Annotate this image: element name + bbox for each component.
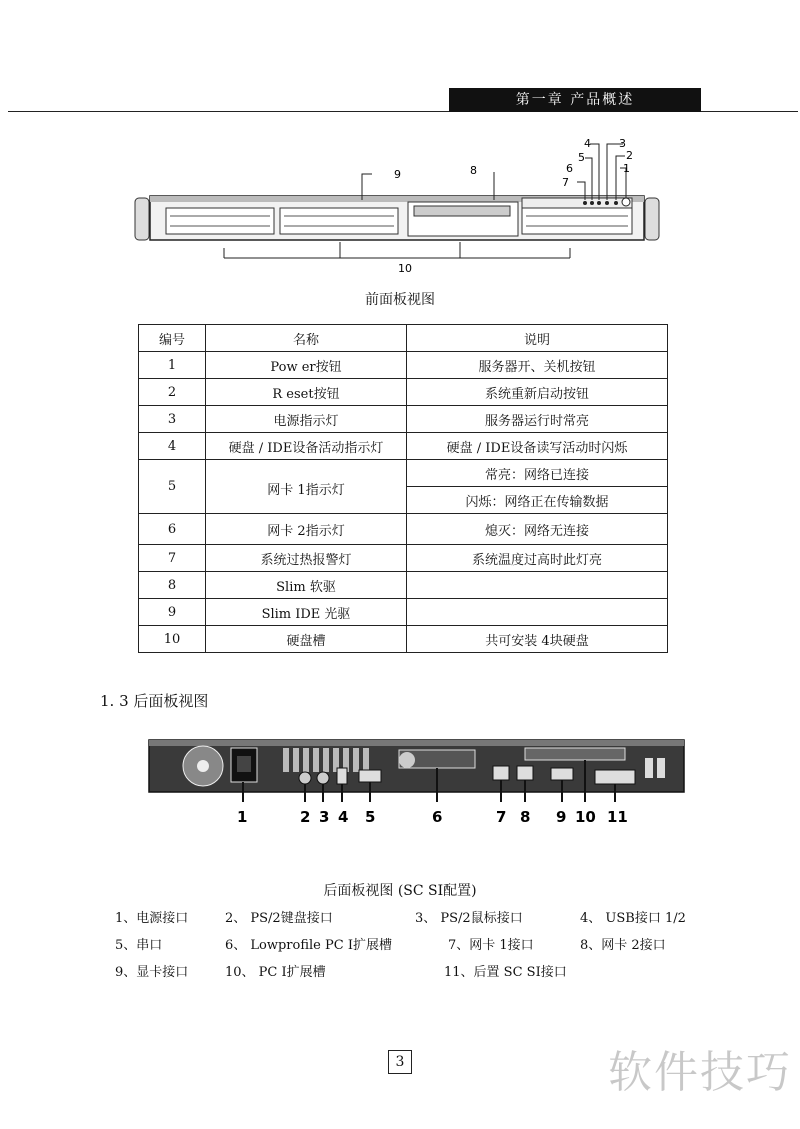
rear-callout-4: 4 [338, 808, 349, 826]
cell-desc: 系统重新启动按钮 [407, 379, 668, 406]
cell-no: 5 [139, 460, 206, 514]
cell-desc: 硬盘 / IDE设备读写活动时闪烁 [407, 433, 668, 460]
cell-no: 4 [139, 433, 206, 460]
cell-no: 8 [139, 572, 206, 599]
cell-name: 网卡 2指示灯 [206, 514, 407, 545]
legend-item: 5、串口 [115, 938, 163, 953]
front-callout-7: 7 [562, 176, 569, 189]
front-callout-6: 6 [566, 162, 573, 175]
legend-item: 1、电源接口 [115, 911, 189, 926]
front-callout-10: 10 [398, 262, 412, 275]
rear-callout-8: 8 [520, 808, 531, 826]
table-row [139, 545, 668, 572]
cell-no: 3 [139, 406, 206, 433]
front-panel-diagram [130, 132, 680, 277]
cell-desc [407, 599, 668, 626]
cell-no: 1 [139, 352, 206, 379]
rear-panel-diagram [145, 736, 690, 831]
legend-item: 11、后置 SC SI接口 [444, 965, 567, 980]
rear-callout-7: 7 [496, 808, 507, 826]
table-row [139, 514, 668, 545]
front-panel-caption: 前面板视图 [365, 292, 435, 308]
cell-name: 系统过热报警灯 [206, 545, 407, 572]
cell-name: Pow er按钮 [206, 352, 407, 379]
cell-no: 10 [139, 626, 206, 653]
cell-no: 9 [139, 599, 206, 626]
legend-item: 6、 Lowprofile PC I扩展槽 [225, 938, 392, 953]
cell-desc: 闪烁：网络正在传输数据 [407, 487, 668, 514]
cell-name: Slim IDE 光驱 [206, 599, 407, 626]
front-callout-1: 1 [623, 162, 630, 175]
cell-desc: 熄灭：网络无连接 [407, 514, 668, 545]
rear-callout-11: 11 [607, 808, 628, 826]
cell-name: 硬盘槽 [206, 626, 407, 653]
cell-name: Slim 软驱 [206, 572, 407, 599]
table-row [139, 626, 668, 653]
cell-no: 7 [139, 545, 206, 572]
legend-item: 4、 USB接口 1/2 [580, 911, 686, 926]
cell-desc [407, 572, 668, 599]
table-row [139, 433, 668, 460]
legend-item: 7、网卡 1接口 [448, 938, 534, 953]
front-callout-5: 5 [578, 151, 585, 164]
chapter-title: 第一章 产品概述 [449, 88, 701, 112]
rear-callout-9: 9 [556, 808, 567, 826]
table-header-row [139, 325, 668, 352]
legend-item: 3、 PS/2鼠标接口 [415, 911, 523, 926]
cell-name: 网卡 1指示灯 [206, 460, 407, 514]
legend-item: 8、网卡 2接口 [580, 938, 666, 953]
front-callout-3: 3 [619, 137, 626, 150]
watermark: 软件技巧 [608, 1047, 792, 1098]
front-callout-9: 9 [394, 168, 401, 181]
front-callout-4: 4 [584, 137, 591, 150]
front-callout-2: 2 [626, 149, 633, 162]
cell-name: 电源指示灯 [206, 406, 407, 433]
front-callout-8: 8 [470, 164, 477, 177]
rear-callout-2: 2 [300, 808, 311, 826]
section-title: 1. 3 后面板视图 [100, 692, 209, 710]
page-number: 3 [388, 1050, 412, 1074]
table-row [139, 460, 668, 487]
rear-callout-6: 6 [432, 808, 443, 826]
rear-callout-1: 1 [237, 808, 248, 826]
table-row [139, 406, 668, 433]
rear-callout-10: 10 [575, 808, 596, 826]
table-row [139, 572, 668, 599]
cell-name: R eset按钮 [206, 379, 407, 406]
legend-item: 2、 PS/2键盘接口 [225, 911, 333, 926]
legend-item: 9、显卡接口 [115, 965, 189, 980]
cell-no: 2 [139, 379, 206, 406]
legend-item: 10、 PC I扩展槽 [225, 965, 326, 980]
table-row [139, 379, 668, 406]
rear-callout-5: 5 [365, 808, 376, 826]
cell-no: 6 [139, 514, 206, 545]
table-header-desc: 说明 [407, 325, 668, 352]
rear-panel-caption: 后面板视图 (SC SI配置) [323, 883, 477, 899]
cell-desc: 常亮：网络已连接 [407, 460, 668, 487]
cell-desc: 系统温度过高时此灯亮 [407, 545, 668, 572]
rear-callout-3: 3 [319, 808, 330, 826]
cell-desc: 共可安装 4块硬盘 [407, 626, 668, 653]
cell-desc: 服务器运行时常亮 [407, 406, 668, 433]
front-panel-table [138, 324, 668, 653]
table-header-name: 名称 [206, 325, 407, 352]
table-header-no: 编号 [139, 325, 206, 352]
cell-desc: 服务器开、关机按钮 [407, 352, 668, 379]
table-row [139, 599, 668, 626]
cell-name: 硬盘 / IDE设备活动指示灯 [206, 433, 407, 460]
table-row [139, 352, 668, 379]
